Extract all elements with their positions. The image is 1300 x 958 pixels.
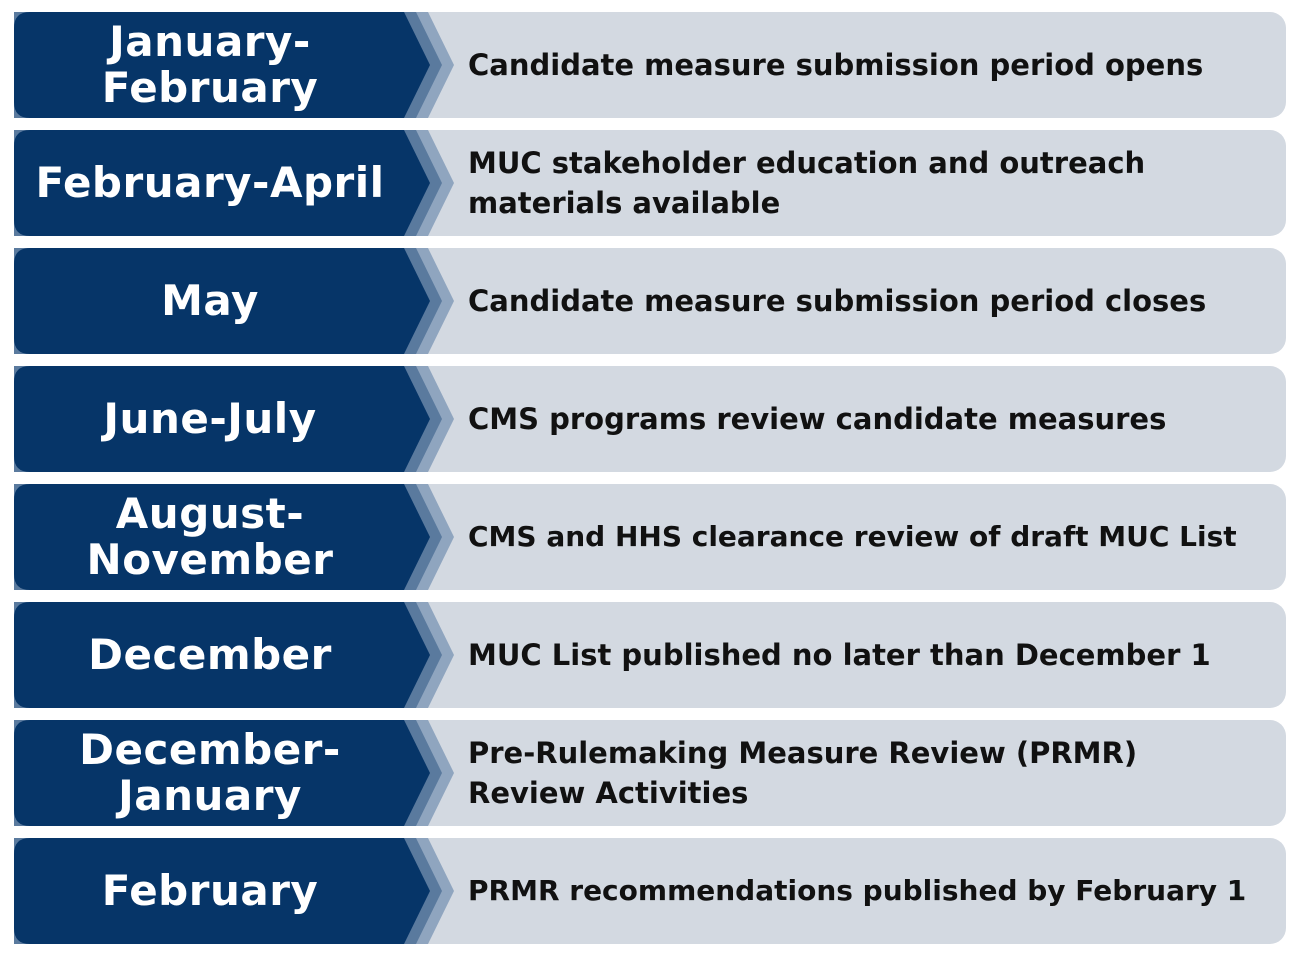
timeline-row (14, 720, 1286, 826)
description-text: MUC List published no later than December 1 (468, 638, 1211, 672)
description-text: PRMR recommendations published by February 1 (468, 874, 1247, 907)
description-text: CMS and HHS clearance review of draft MUC List (468, 520, 1237, 553)
period-label: January- February (101, 17, 319, 112)
description-text: Candidate measure submission period closes (468, 284, 1207, 318)
period-label: December (88, 630, 332, 679)
timeline-row (14, 130, 1286, 236)
timeline-row (14, 366, 1286, 472)
timeline-row (14, 484, 1286, 590)
period-label: June-July (103, 394, 317, 443)
period-label: May (161, 276, 259, 325)
description-text: Pre-Rulemaking Measure Review (PRMR) Review Activities (468, 736, 1138, 810)
description-text: CMS programs review candidate measures (468, 402, 1167, 436)
description-text: Candidate measure submission period opens (468, 48, 1204, 82)
period-label: February-April (35, 158, 385, 207)
timeline-row (14, 838, 1286, 944)
period-label: August- November (86, 489, 334, 584)
timeline-row (14, 248, 1286, 354)
timeline-row (14, 12, 1286, 118)
period-label: February (101, 866, 319, 915)
description-text: MUC stakeholder education and outreach materials available (468, 146, 1146, 220)
timeline-row (14, 602, 1286, 708)
period-label: December- January (79, 725, 341, 820)
